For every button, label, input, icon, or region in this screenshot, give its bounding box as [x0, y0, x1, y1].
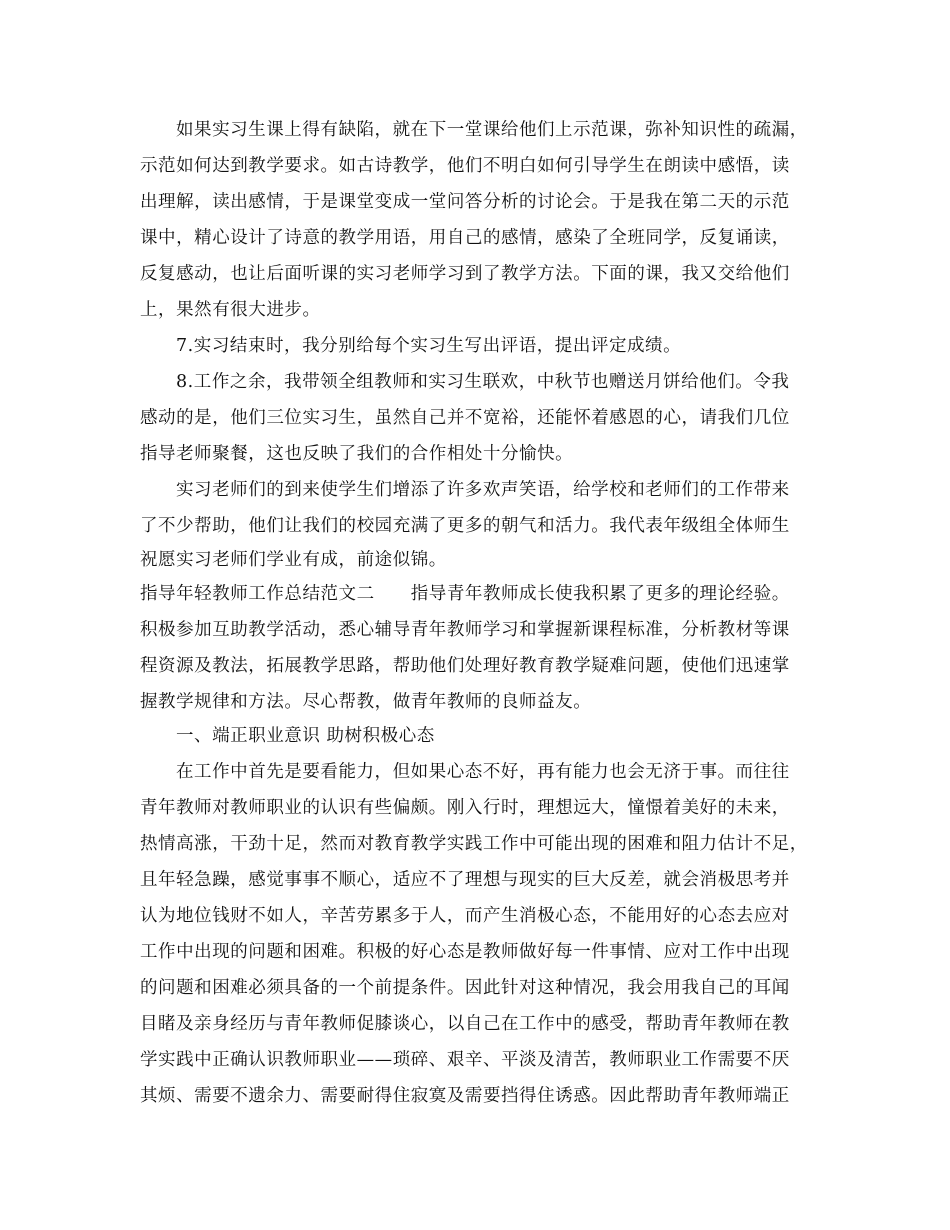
text-line: 了不少帮助，他们让我们的校园充满了更多的朝气和活力。我代表年级组全体师生: [140, 516, 790, 536]
text-line: 上，果然有很大进步。: [140, 300, 321, 320]
text-line: 实习老师们的到来使学生们增添了许多欢声笑语，给学校和老师们的工作带来: [176, 480, 790, 500]
text-line: 感动的是，他们三位实习生，虽然自己并不宽裕，还能怀着感恩的心，请我们几位: [140, 408, 790, 428]
text-line: 反复感动，也让后面听课的实习老师学习到了教学方法。下面的课，我又交给他们: [140, 264, 790, 284]
text-line: 指导老师聚餐，这也反映了我们的合作相处十分愉快。: [140, 444, 574, 464]
text-line: 其烦、需要不遗余力、需要耐得住寂寞及需要挡得住诱惑。因此帮助青年教师端正: [140, 1086, 790, 1106]
text-line: 祝愿实习老师们学业有成，前途似锦。: [140, 550, 447, 570]
text-line: 指导年轻教师工作总结范文二 指导青年教师成长使我积累了更多的理论经验。: [140, 584, 790, 604]
text-line: 8.工作之余，我带领全组教师和实习生联欢，中秋节也赠送月饼给他们。令我: [176, 372, 790, 392]
text-line: 青年教师对教师职业的认识有些偏颇。刚入行时，理想远大，憧憬着美好的未来，: [140, 798, 790, 818]
text-line: 热情高涨，干劲十足，然而对教育教学实践工作中可能出现的困难和阻力估计不足，: [140, 834, 808, 854]
text-line: 认为地位钱财不如人，辛苦劳累多于人，而产生消极心态，不能用好的心态去应对: [140, 906, 790, 926]
text-line: 示范如何达到教学要求。如古诗教学，他们不明白如何引导学生在朗读中感悟，读: [140, 156, 790, 176]
text-line: 如果实习生课上得有缺陷，就在下一堂课给他们上示范课，弥补知识性的疏漏，: [176, 120, 808, 140]
text-line: 在工作中首先是要看能力，但如果心态不好，再有能力也会无济于事。而往往: [176, 762, 790, 782]
text-line: 7.实习结束时，我分别给每个实习生写出评语，提出评定成绩。: [176, 336, 682, 356]
text-line: 目睹及亲身经历与青年教师促膝谈心，以自己在工作中的感受，帮助青年教师在教: [140, 1014, 790, 1034]
text-line: 出理解，读出感情，于是课堂变成一堂问答分析的讨论会。于是我在第二天的示范: [140, 192, 790, 212]
text-line: 工作中出现的问题和困难。积极的好心态是教师做好每一件事情、应对工作中出现: [140, 942, 790, 962]
text-line: 且年轻急躁，感觉事事不顺心，适应不了理想与现实的巨大反差，就会消极思考并: [140, 870, 790, 890]
text-line: 的问题和困难必须具备的一个前提条件。因此针对这种情况，我会用我自己的耳闻: [140, 978, 790, 998]
text-line: 握教学规律和方法。尽心帮教，做青年教师的良师益友。: [140, 692, 592, 712]
text-line: 学实践中正确认识教师职业——琐碎、艰辛、平淡及清苦，教师职业工作需要不厌: [140, 1050, 790, 1070]
text-line: 课中，精心设计了诗意的教学用语，用自己的感情，感染了全班同学，反复诵读，: [140, 228, 790, 248]
text-line: 积极参加互助教学活动，悉心辅导青年教师学习和掌握新课程标准，分析教材等课: [140, 620, 790, 640]
text-line: 程资源及教法，拓展教学思路，帮助他们处理好教育教学疑难问题，使他们迅速掌: [140, 656, 790, 676]
section-heading: 一、端正职业意识 助树积极心态: [176, 726, 435, 746]
